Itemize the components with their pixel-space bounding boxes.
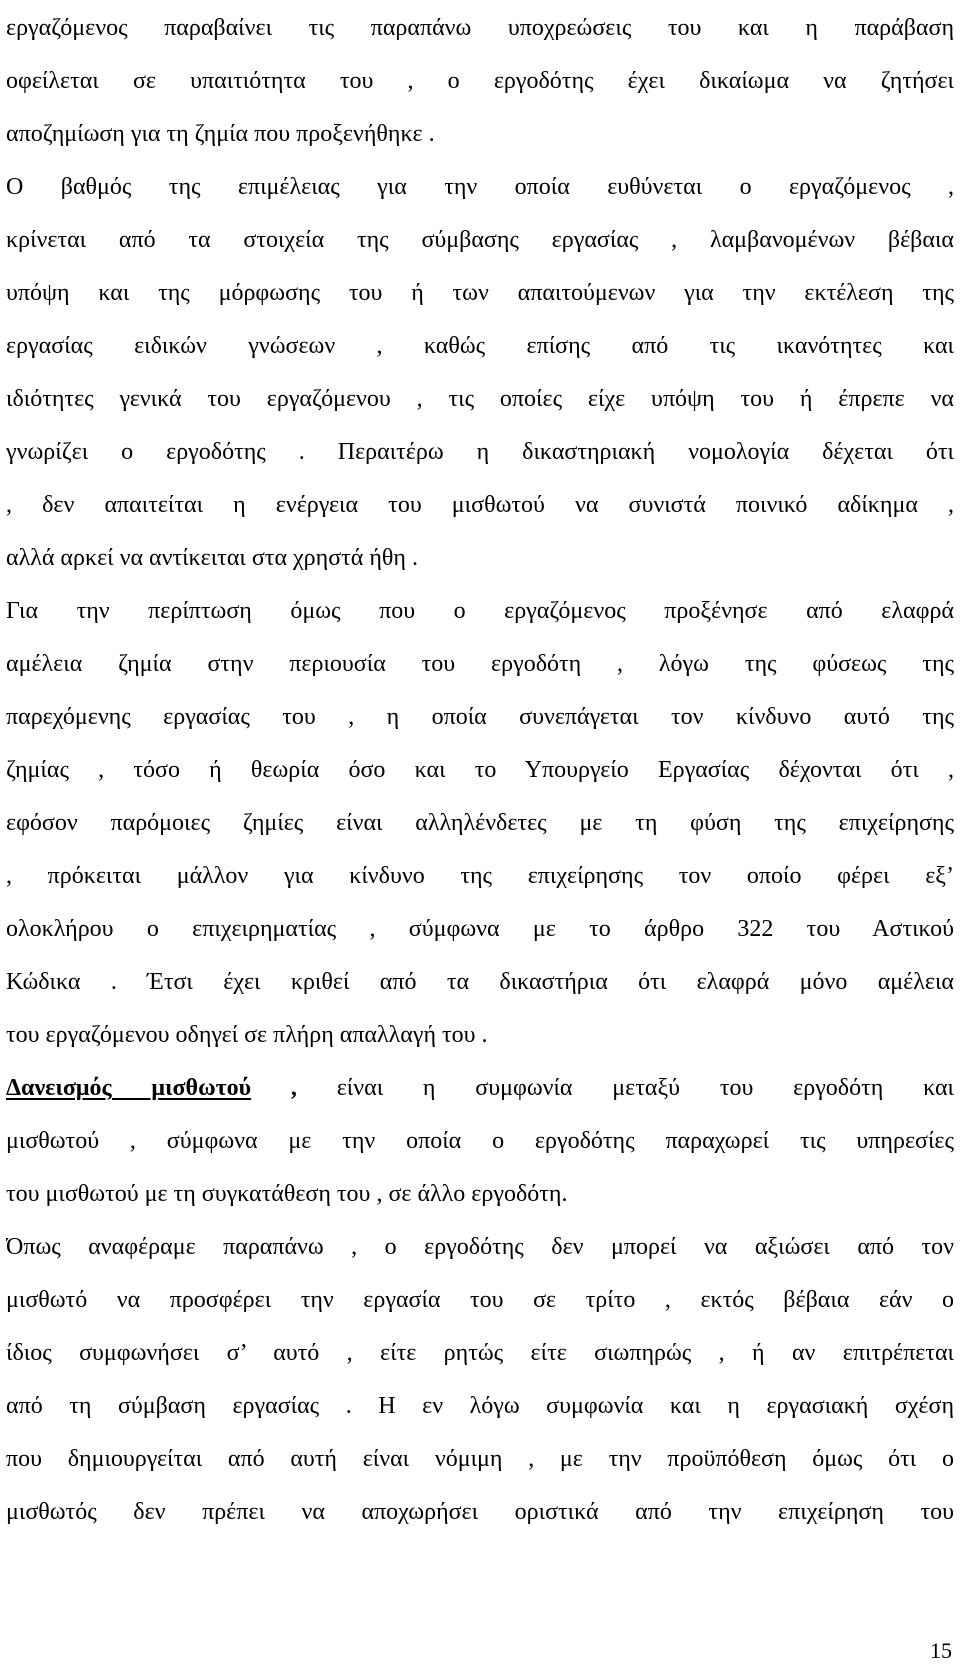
section-heading-line	[6, 1068, 954, 1108]
text-line: Κώδικα . Έτσι έχει κριθεί από τα δικαστήρια ότι ελαφρά μόνο αμέλεια	[6, 969, 954, 995]
text-line: ζημίας , τόσο ή θεωρία όσο και το Υπουργείο Εργασίας δέχονται ότι ,	[6, 757, 954, 783]
text-line: εργαζόμενος παραβαίνει τις παραπάνω υποχρεώσεις του και η παράβαση	[6, 15, 954, 41]
text-line: εργασίας ειδικών γνώσεων , καθώς επίσης από τις ικανότητες και	[6, 333, 954, 359]
text-line: εφόσον παρόμοιες ζημίες είναι αλληλένδετες με τη φύση της επιχείρησης	[6, 810, 954, 836]
text-line: μισθωτό να προσφέρει την εργασία του σε τρίτο , εκτός βέβαια εάν ο	[6, 1287, 954, 1313]
text-line: Ο βαθμός της επιμέλειας για την οποία ευθύνεται ο εργαζόμενος ,	[6, 174, 954, 200]
text-line: ιδιότητες γενικά του εργαζόμενου , τις οποίες είχε υπόψη του ή έπρεπε να	[6, 386, 954, 412]
text-line: , δεν απαιτείται η ενέργεια του μισθωτού να συνιστά ποινικό αδίκημα ,	[6, 492, 954, 518]
text-line: αποζημίωση για τη ζημία που προξενήθηκε .	[6, 121, 435, 147]
text-line: , πρόκειται μάλλον για κίνδυνο της επιχείρησης τον οποίο φέρει εξ’	[6, 863, 954, 889]
section-term-suffix: ,	[251, 1075, 297, 1101]
text-line: γνωρίζει ο εργοδότης . Περαιτέρω η δικαστηριακή νομολογία δέχεται ότι	[6, 439, 954, 465]
text-line: μισθωτού , σύμφωνα με την οποία ο εργοδότης παραχωρεί τις υπηρεσίες	[6, 1128, 954, 1154]
text-line: μισθωτός δεν πρέπει να αποχωρήσει οριστικά από την επιχείρηση του	[6, 1499, 954, 1525]
text-line: ίδιος συμφωνήσει σ’ αυτό , είτε ρητώς είτε σιωπηρώς , ή αν επιτρέπεται	[6, 1340, 954, 1366]
text-line: παρεχόμενης εργασίας του , η οποία συνεπάγεται τον κίνδυνο αυτό της	[6, 704, 954, 730]
text-line: Για την περίπτωση όμως που ο εργαζόμενος προξένησε από ελαφρά	[6, 598, 954, 624]
text-line: Όπως αναφέραμε παραπάνω , ο εργοδότης δεν μπορεί να αξιώσει από τον	[6, 1234, 954, 1260]
section-heading-rest: είναι η συμφωνία μεταξύ του εργοδότη και	[296, 1075, 954, 1101]
text-line: από τη σύμβαση εργασίας . Η εν λόγω συμφωνία και η εργασιακή σχέση	[6, 1393, 954, 1419]
text-line: αμέλεια ζημία στην περιουσία του εργοδότη , λόγω της φύσεως της	[6, 651, 954, 677]
text-line: του εργαζόμενου οδηγεί σε πλήρη απαλλαγή του .	[6, 1022, 488, 1048]
text-line: οφείλεται σε υπαιτιότητα του , ο εργοδότης έχει δικαίωμα να ζητήσει	[6, 68, 954, 94]
page-number: 15	[930, 1638, 952, 1663]
text-line: που δημιουργείται από αυτή είναι νόμιμη , με την προϋπόθεση όμως ότι ο	[6, 1446, 954, 1472]
text-line: του μισθωτού με τη συγκατάθεση του , σε άλλο εργοδότη.	[6, 1181, 568, 1207]
section-term: Δανεισμός μισθωτού	[6, 1075, 252, 1101]
text-line: ολοκλήρου ο επιχειρηματίας , σύμφωνα με το άρθρο 322 του Αστικού	[6, 916, 954, 942]
text-line: υπόψη και της μόρφωσης του ή των απαιτούμενων για την εκτέλεση της	[6, 280, 954, 306]
text-line: αλλά αρκεί να αντίκειται στα χρηστά ήθη .	[6, 545, 418, 571]
text-line: κρίνεται από τα στοιχεία της σύμβασης εργασίας , λαμβανομένων βέβαια	[6, 227, 954, 253]
